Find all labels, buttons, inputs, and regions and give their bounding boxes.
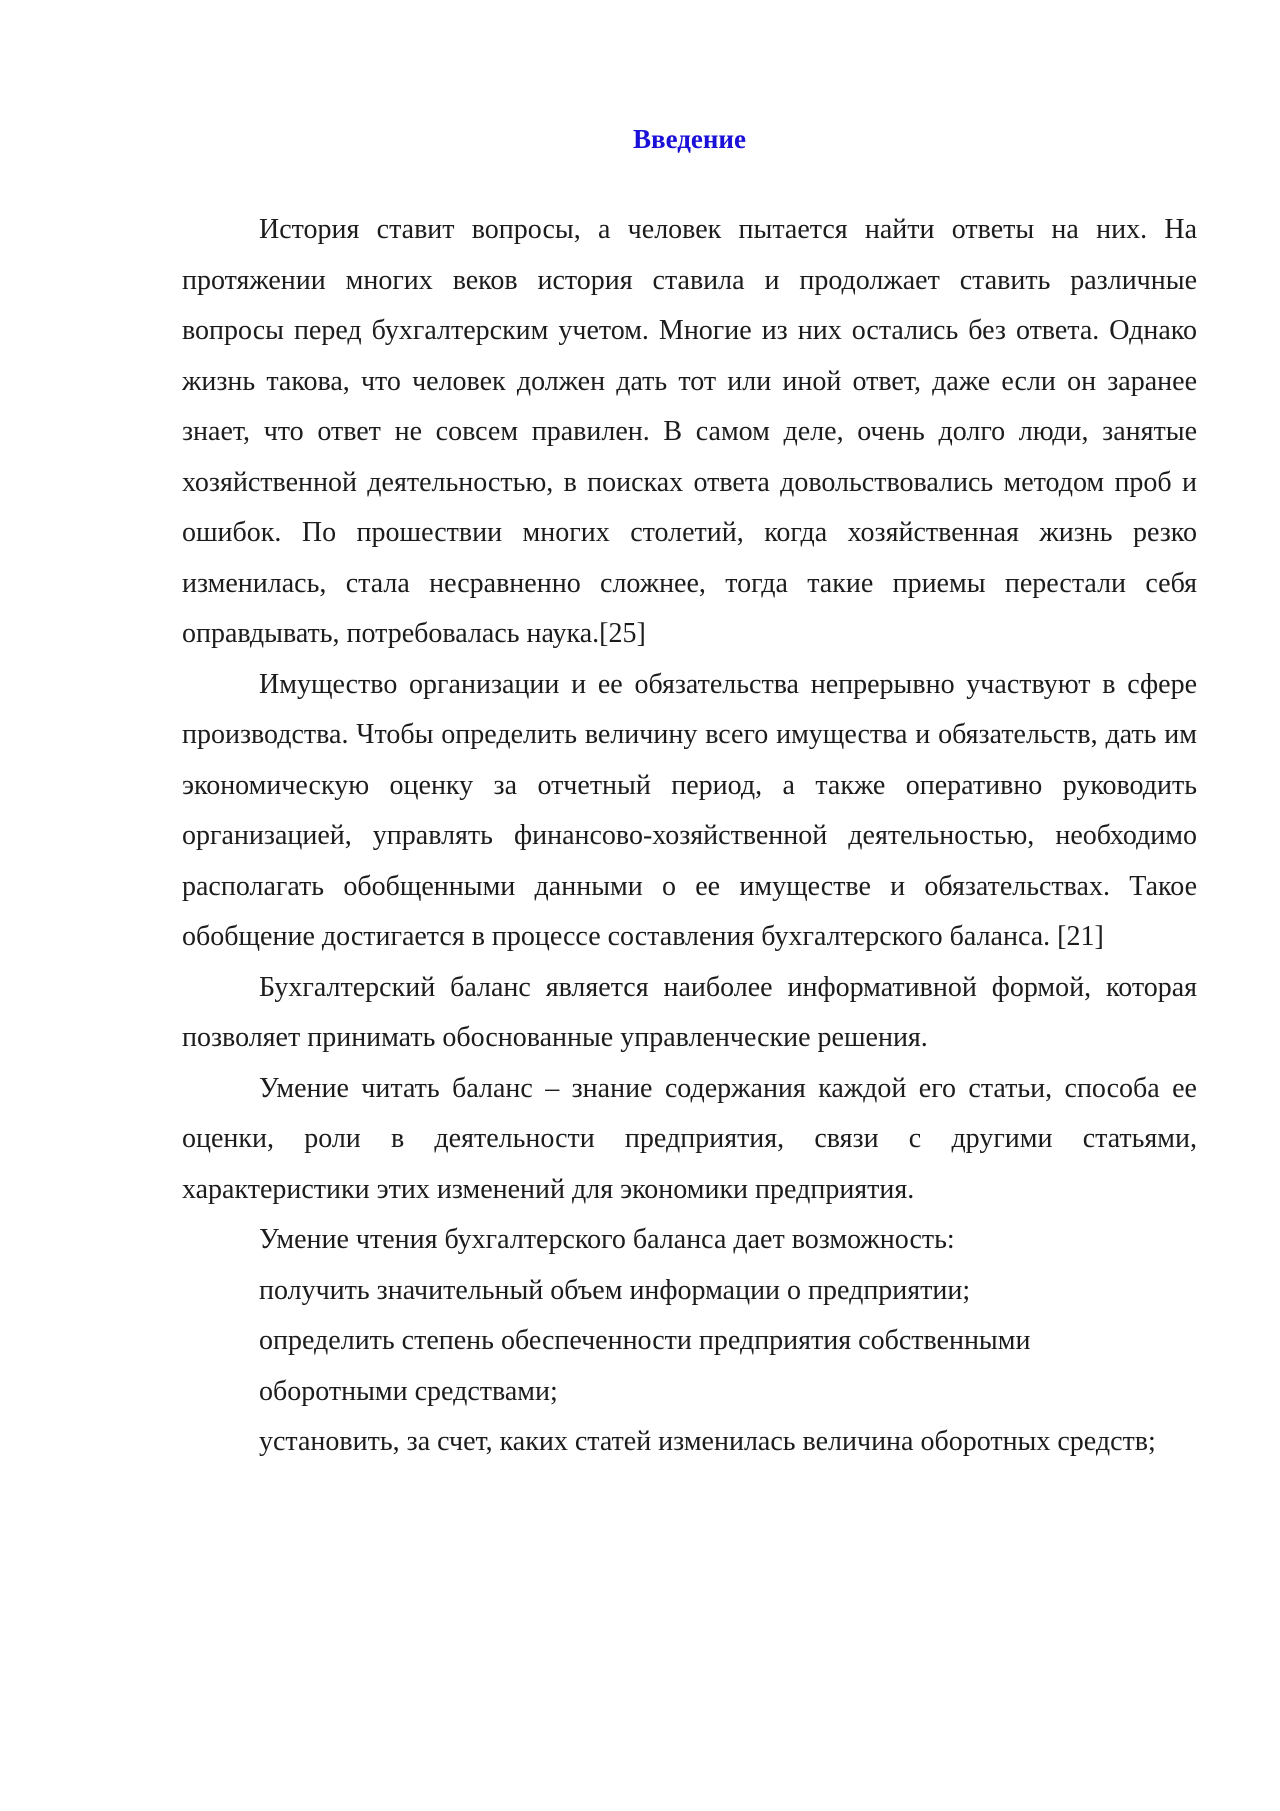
page-title: Введение: [633, 124, 746, 154]
list-item: установить, за счет, каких статей изменилась величина оборотных средств;: [259, 1426, 1156, 1457]
paragraph-reading-balance: Умение читать баланс – знание содержания каждой его статьи, способа ее оценки, роли в деятельности предприятия, связи с другими статьями, характеристики этих изменений для экономики предприятия.: [182, 1072, 1197, 1205]
capabilities-list: [182, 1266, 1197, 1468]
paragraph-list-intro: Умение чтения бухгалтерского баланса дает возможность:: [259, 1224, 955, 1255]
paragraph-history: История ставит вопросы, а человек пытается найти ответы на них. На протяжении многих веков история ставила и продолжает ставить различные вопросы перед бухгалтерским учетом. Многие из них остались без ответа. Однако жизнь такова, что человек должен дать тот или иной ответ, даже если он заранее знает, что ответ не совсем правилен. В самом деле, очень долго люди, занятые хозяйственной деятельностью, в поисках ответа довольствовались методом проб и ошибок. По прошествии многих столетий, когда хозяйственная жизнь резко изменилась, стала несравненно сложнее, тогда такие приемы перестали себя оправдывать, потребовалась наука.[25]: [182, 214, 1197, 649]
list-item: определить степень обеспеченности предприятия собственными оборотными средствами;: [259, 1325, 1031, 1407]
list-item: получить значительный объем информации о предприятии;: [259, 1274, 971, 1306]
document-body: [182, 205, 1197, 1468]
paragraph-balance: Бухгалтерский баланс является наиболее информативной формой, которая позволяет принимать обоснованные управленческие решения.: [182, 971, 1197, 1053]
paragraph-property: Имущество организации и ее обязательства непрерывно участвуют в сфере производства. Чтобы определить величину всего имущества и обязательств, дать им экономическую оценку за отчетный период, а также оперативно руководить организацией, управлять финансово-хозяйственной деятельностью, необходимо располагать обобщенными данными о ее имуществе и обязательствах. Такое обобщение достигается в процессе составления бухгалтерского баланса. [21]: [182, 668, 1197, 952]
